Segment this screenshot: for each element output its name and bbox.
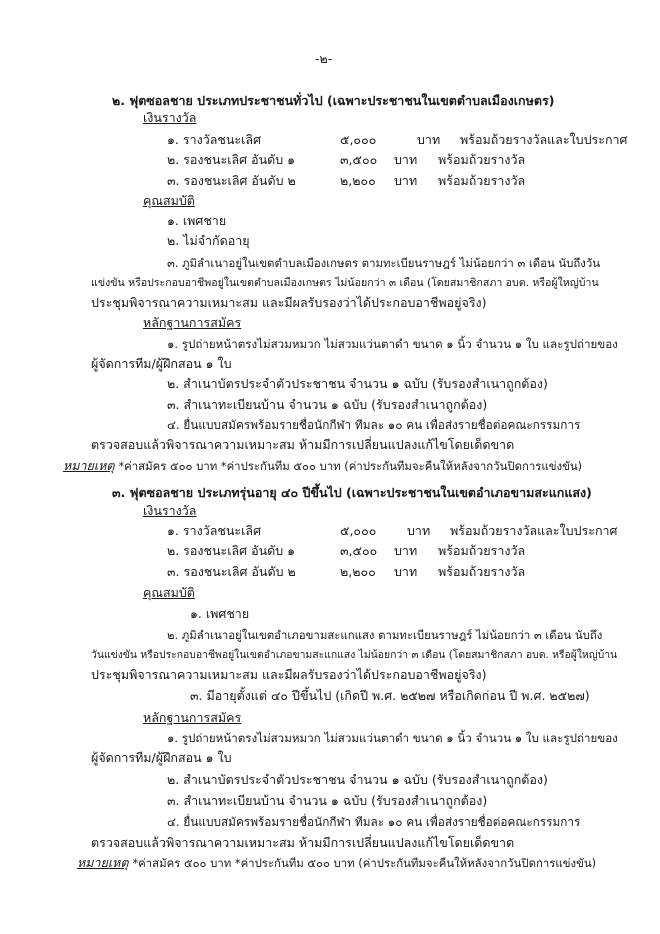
section3-note (77, 854, 596, 872)
section2-prize-title: เงินรางวัล (143, 110, 197, 125)
prize-name: ๒. รองชนะเลิศ อันดับ ๑ (167, 152, 296, 167)
prize-name: ๑. รางวัลชนะเลิศ (167, 523, 262, 538)
section2-qual-2: ๒. ไม่จำกัดอายุ (167, 233, 250, 248)
section3-evidence-1-line1: ๑. รูปถ่ายหน้าตรงไม่สวมหมวก ไม่สวมแว่นตาดำ ขนาด ๑ นิ้ว จำนวน ๑ ใบ และรูปถ่ายของ (167, 731, 618, 745)
prize-unit: บาท (407, 523, 431, 538)
section2-evidence-1-line2: ผู้จัดการทีม/ผู้ฝึกสอน ๑ ใบ (91, 356, 232, 371)
section3-qual-1: ๑. เพศชาย (190, 606, 250, 621)
section3-evidence-title: หลักฐานการสมัคร (143, 710, 242, 725)
section2-evidence-4-line1: ๔. ยื่นแบบสมัครพร้อมรายชื่อนักกีฬา ทีมละ ๑๐ คน เพื่อส่งรายชื่อต่อคณะกรรมการ (167, 418, 581, 432)
prize-award: พร้อมถ้วยรางวัลและใบประกาศ (460, 132, 628, 147)
note-text: *ค่าสมัคร ๕๐๐ บาท *ค่าประกันทีม ๕๐๐ บาท (ค่าประกันทีมจะคืนให้หลังจากวันปิดการแข่งขัน) (118, 459, 583, 473)
section2-evidence-2: ๒. สำเนาบัตรประจำตัวประชาชน จำนวน ๑ ฉบับ (รับรองสำเนาถูกต้อง) (167, 376, 548, 391)
prize-amount: ๓,๕๐๐ (340, 152, 378, 167)
prize-unit: บาท (394, 543, 418, 558)
prize-amount: ๕,๐๐๐ (340, 523, 377, 538)
section2-qual-3-line1: ๓. ภูมิลำเนาอยู่ในเขตตำบลเมืองเกษตร ตามทะเบียนราษฎร์ ไม่น้อยกว่า ๓ เดือน นับถึงวัน (167, 256, 601, 270)
prize-amount: ๓,๕๐๐ (340, 543, 378, 558)
prize-amount: ๕,๐๐๐ (340, 132, 377, 147)
prize-award: พร้อมถ้วยรางวัล (438, 152, 526, 167)
prize-name: ๓. รองชนะเลิศ อันดับ ๒ (167, 564, 296, 579)
section3-qual-title: คุณสมบัติ (143, 585, 195, 600)
prize-unit: บาท (394, 564, 418, 579)
section2-qual-title: คุณสมบัติ (143, 193, 195, 208)
page-number: -๒- (315, 51, 333, 66)
prize-name: ๓. รองชนะเลิศ อันดับ ๒ (167, 173, 296, 188)
section2-heading: ๒. ฟุตซอลชาย ประเภทประชาชนทั่วไป (เฉพาะประชาชนในเขตตำบลเมืองเกษตร) (112, 93, 555, 108)
section2-evidence-1-line1: ๑. รูปถ่ายหน้าตรงไม่สวมหมวก ไม่สวมแว่นตาดำ ขนาด ๑ นิ้ว จำนวน ๑ ใบ และรูปถ่ายของ (167, 337, 618, 351)
note-label: หมายเหตุ (63, 458, 115, 473)
note-label: หมายเหตุ (77, 855, 129, 870)
prize-amount: ๒,๒๐๐ (340, 173, 376, 188)
section3-evidence-4-line1: ๔. ยื่นแบบสมัครพร้อมรายชื่อนักกีฬา ทีมละ ๑๐ คน เพื่อส่งรายชื่อต่อคณะกรรมการ (167, 815, 581, 829)
note-text: *ค่าสมัคร ๕๐๐ บาท *ค่าประกันทีม ๕๐๐ บาท (ค่าประกันทีมจะคืนให้หลังจากวันปิดการแข่งขัน) (132, 856, 597, 870)
section3-qual-2-line3: ประชุมพิจารณาความเหมาะสม และมีผลรับรองว่าได้ประกอบอาชีพอยู่จริง) (91, 667, 487, 682)
section3-evidence-4-line2: ตรวจสอบแล้วพิจารณาความเหมาะสม ห้ามมีการเปลี่ยนแปลงแก้ไขโดยเด็ดขาด (91, 835, 515, 850)
section2-note (63, 457, 582, 475)
section2-evidence-title: หลักฐานการสมัคร (143, 315, 242, 330)
section3-qual-2-line2: วันแข่งขัน หรือประกอบอาชีพอยู่ในเขตอำเภอขามสะแกแสง ไม่น้อยกว่า ๓ เดือน (โดยสมาชิกสภา อบต. หรือผู้ใหญ่บ้าน (91, 649, 618, 661)
prize-amount: ๒,๒๐๐ (340, 564, 376, 579)
prize-unit: บาท (394, 152, 418, 167)
prize-award: พร้อมถ้วยรางวัล (438, 543, 526, 558)
section3-qual-2-line1: ๒. ภูมิลำเนาอยู่ในเขตอำเภอขามสะแกแสง ตามทะเบียนราษฎร์ ไม่น้อยกว่า ๓ เดือน นับถึง (167, 628, 603, 642)
section3-evidence-2: ๒. สำเนาบัตรประจำตัวประชาชน จำนวน ๑ ฉบับ (รับรองสำเนาถูกต้อง) (167, 772, 548, 787)
section2-qual-3-line3: ประชุมพิจารณาความเหมาะสม และมีผลรับรองว่าได้ประกอบอาชีพอยู่จริง) (91, 295, 487, 310)
section2-qual-1: ๑. เพศชาย (167, 213, 227, 228)
prize-award: พร้อมถ้วยรางวัล (438, 564, 526, 579)
section2-evidence-3: ๓. สำเนาทะเบียนบ้าน จำนวน ๑ ฉบับ (รับรองสำเนาถูกต้อง) (167, 397, 488, 412)
section3-heading: ๓. ฟุตซอลชาย ประเภทรุ่นอายุ ๔๐ ปีขึ้นไป (เฉพาะประชาชนในเขตอำเภอขามสะแกแสง) (112, 485, 592, 500)
prize-award: พร้อมถ้วยรางวัล (438, 173, 526, 188)
section3-evidence-3: ๓. สำเนาทะเบียนบ้าน จำนวน ๑ ฉบับ (รับรองสำเนาถูกต้อง) (167, 793, 488, 808)
prize-name: ๑. รางวัลชนะเลิศ (167, 132, 262, 147)
prize-name: ๒. รองชนะเลิศ อันดับ ๑ (167, 543, 296, 558)
section3-evidence-1-line2: ผู้จัดการทีม/ผู้ฝึกสอน ๑ ใบ (91, 750, 232, 765)
section3-prize-title: เงินรางวัล (143, 503, 197, 518)
prize-unit: บาท (394, 173, 418, 188)
section2-evidence-4-line2: ตรวจสอบแล้วพิจารณาความเหมาะสม ห้ามมีการเปลี่ยนแปลงแก้ไขโดยเด็ดขาด (91, 437, 515, 452)
prize-award: พร้อมถ้วยรางวัลและใบประกาศ (450, 523, 618, 538)
section3-qual-3: ๓. มีอายุตั้งแต่ ๔๐ ปีขึ้นไป (เกิดปี พ.ศ. ๒๕๒๗ หรือเกิดก่อน ปี พ.ศ. ๒๕๒๗) (190, 688, 590, 703)
section2-qual-3-line2: แข่งขัน หรือประกอบอาชีพอยู่ในเขตตำบลเมืองเกษตร ไม่น้อยกว่า ๓ เดือน (โดยสมาชิกสภา อบต. หรือผู้ใหญ่บ้าน (91, 277, 599, 289)
prize-unit: บาท (417, 132, 441, 147)
